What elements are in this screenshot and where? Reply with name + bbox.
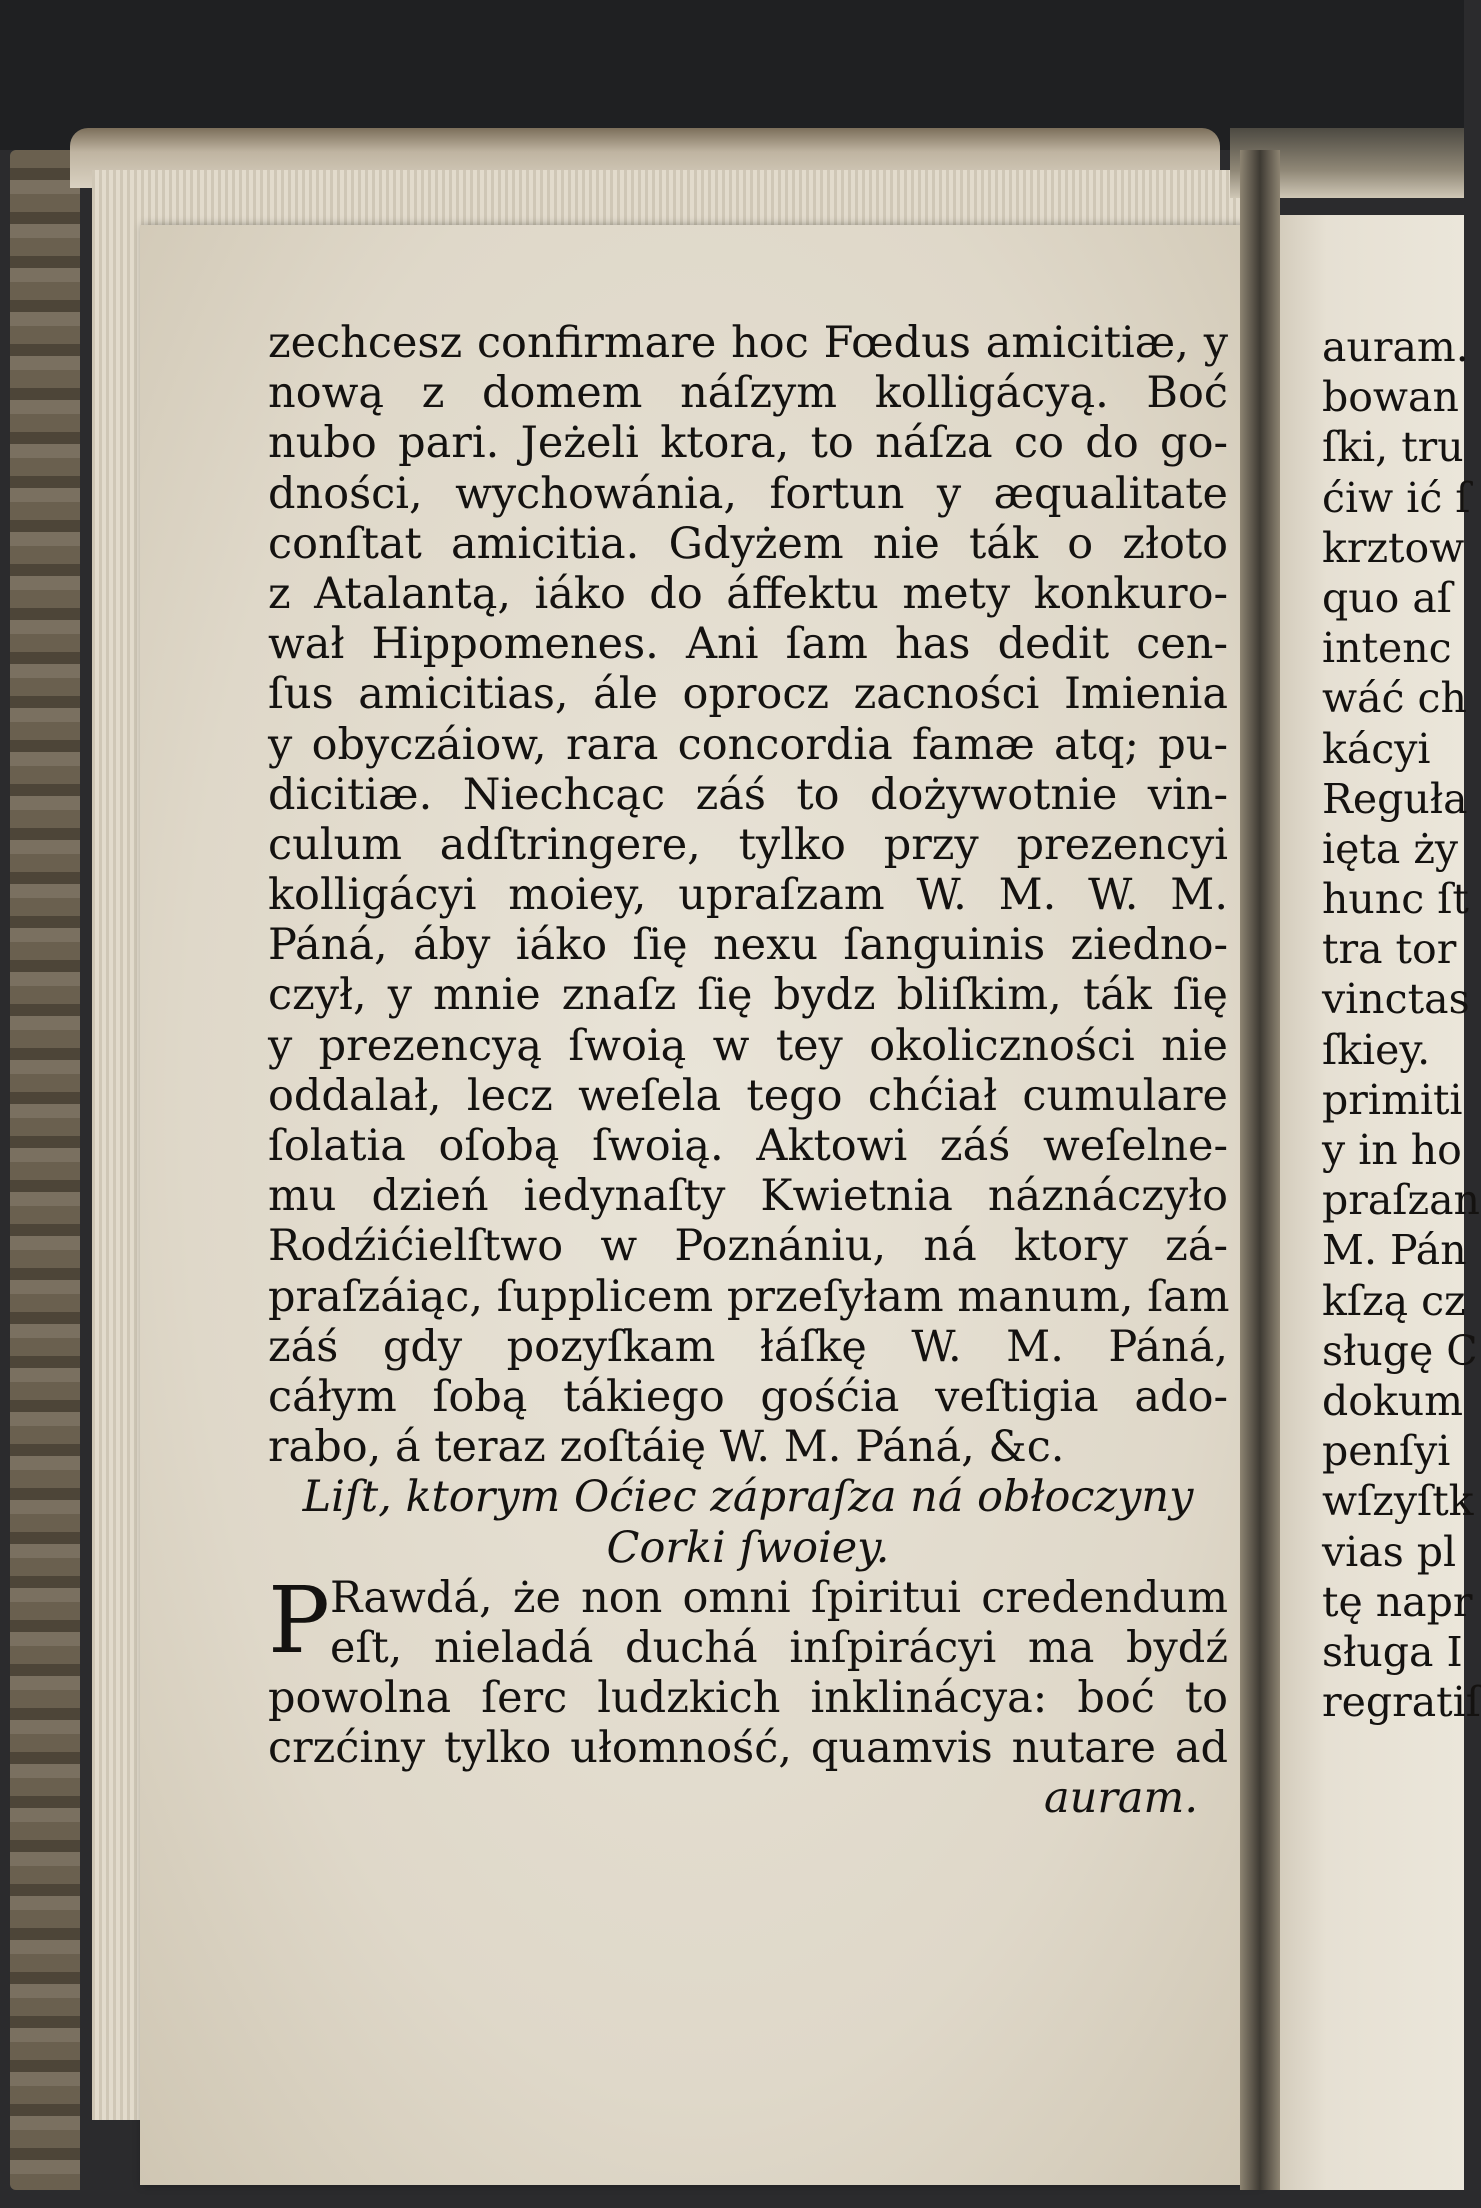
drop-cap: P — [268, 1566, 330, 1674]
text-line: tra tor — [1322, 925, 1457, 974]
text-line: dokum — [1322, 1376, 1464, 1425]
text-line: z Atalantą, iáko do áffektu mety konkuro- — [268, 568, 1228, 619]
text-line: praſzan — [1322, 1176, 1480, 1225]
text-line: nubo pari. Jeżeli ktora, to náſza co do go- — [268, 418, 1228, 469]
text-line: wał Hippomenes. Ani ſam has dedit cen- — [268, 619, 1228, 670]
text-line: hunc ſt — [1322, 875, 1469, 924]
letter-heading-line-2: Corki ſwoiey. — [606, 1522, 890, 1573]
text-line: conſtat amicitia. Gdyżem nie ták o złoto — [268, 518, 1228, 569]
text-line: ſki, tru — [1322, 423, 1464, 472]
text-line: y in ho — [1322, 1126, 1462, 1174]
text-line: intenc — [1322, 624, 1452, 673]
text-line: vias pl — [1322, 1527, 1457, 1576]
text-line: oddalał, lecz weſela tego chćiał cumulare — [268, 1070, 1228, 1121]
text-line: quo aſ — [1322, 573, 1452, 622]
letter-heading-line-1: Liſt, ktorym Oćiec zápraſza ná obłoczyny — [302, 1472, 1194, 1523]
text-line: praſzáiąc, ſupplicem przeſyłam manum, ſam — [268, 1271, 1230, 1322]
text-line: mu dzień iedynaſty Kwietnia náznáczyło — [268, 1171, 1228, 1222]
text-line: ſolatia oſobą ſwoią. Aktowi záś weſelne- — [268, 1121, 1228, 1171]
text-line: powolna ſerc ludzkich inklinácya: boć to — [268, 1673, 1228, 1724]
text-line: Rawdá, że non omni ſpiritui credendum — [330, 1572, 1228, 1623]
text-line: ſkiey. — [1322, 1025, 1431, 1074]
text-line: kolligácyi moiey, upraſzam W. M. W. M. — [268, 870, 1228, 921]
text-line: culum adſtringere, tylko przy prezencyi — [268, 819, 1228, 870]
text-line: bowan — [1322, 373, 1459, 422]
text-line: záś gdy pozyſkam łáſkę W. M. Páná, — [268, 1321, 1228, 1372]
text-line: regratiſ — [1322, 1678, 1481, 1727]
text-line: cáłym ſobą tákiego gośćia veſtigia ado- — [268, 1371, 1228, 1422]
text-line: dności, wychowánia, fortun y æqualitate — [268, 468, 1228, 519]
text-line: Reguła — [1322, 774, 1468, 823]
text-line: ięta ży — [1322, 824, 1459, 873]
text-line: rabo, á teraz zoſtáię W. M. Páná, &c. — [268, 1422, 1065, 1473]
text-line: nową z domem náſzym kolligácyą. Boć — [268, 368, 1228, 419]
text-line: wáć ch — [1322, 674, 1467, 723]
text-line: Rodźićielſtwo w Poznániu, ná ktory zá- — [268, 1221, 1228, 1272]
text-line: Páná, áby iáko ſię nexu ſanguinis ziedno- — [268, 920, 1228, 971]
text-line: tę napr — [1322, 1577, 1473, 1626]
text-line: czył, y mnie znaſz ſię bydz bliſkim, ták ſię — [268, 970, 1228, 1021]
text-line: y prezencyą ſwoią w tey okoliczności nie — [268, 1020, 1228, 1071]
text-line: dicitiæ. Niechcąc záś to dożywotnie vin- — [268, 769, 1228, 820]
text-line: primiti — [1322, 1075, 1463, 1124]
text-line: sługę C — [1322, 1326, 1478, 1375]
text-line: vinctas — [1322, 975, 1470, 1024]
book-spine — [10, 150, 80, 2190]
text-line: sługa I — [1322, 1627, 1463, 1676]
text-line: ćiw ić ſ — [1322, 473, 1471, 522]
right-page-text — [1322, 322, 1481, 1727]
text-line: kſzą cz — [1322, 1276, 1466, 1325]
left-page-text — [268, 318, 1228, 1824]
text-line: penſyi — [1322, 1427, 1451, 1476]
text-line: eſt, nieladá duchá inſpirácyi ma bydź — [330, 1622, 1228, 1673]
text-line: ſus amicitias, ále oprocz zacności Imienia — [268, 669, 1228, 720]
text-line: zechcesz confirmare hoc Fœdus amicitiæ, y — [268, 318, 1228, 368]
book-gutter — [1240, 150, 1280, 2190]
catchword: auram. — [1044, 1773, 1198, 1824]
text-line: M. Pán — [1322, 1226, 1467, 1275]
text-line: kácyi — [1322, 724, 1431, 773]
text-line: auram. — [1322, 323, 1469, 371]
text-line: y obyczáiow, rara concordia famæ atq; pu- — [268, 719, 1228, 770]
text-line: wſzyſtk — [1322, 1477, 1474, 1526]
text-line: crzćiny tylko ułomność, quamvis nutare ad — [268, 1723, 1228, 1774]
text-line: krztow — [1322, 523, 1465, 572]
